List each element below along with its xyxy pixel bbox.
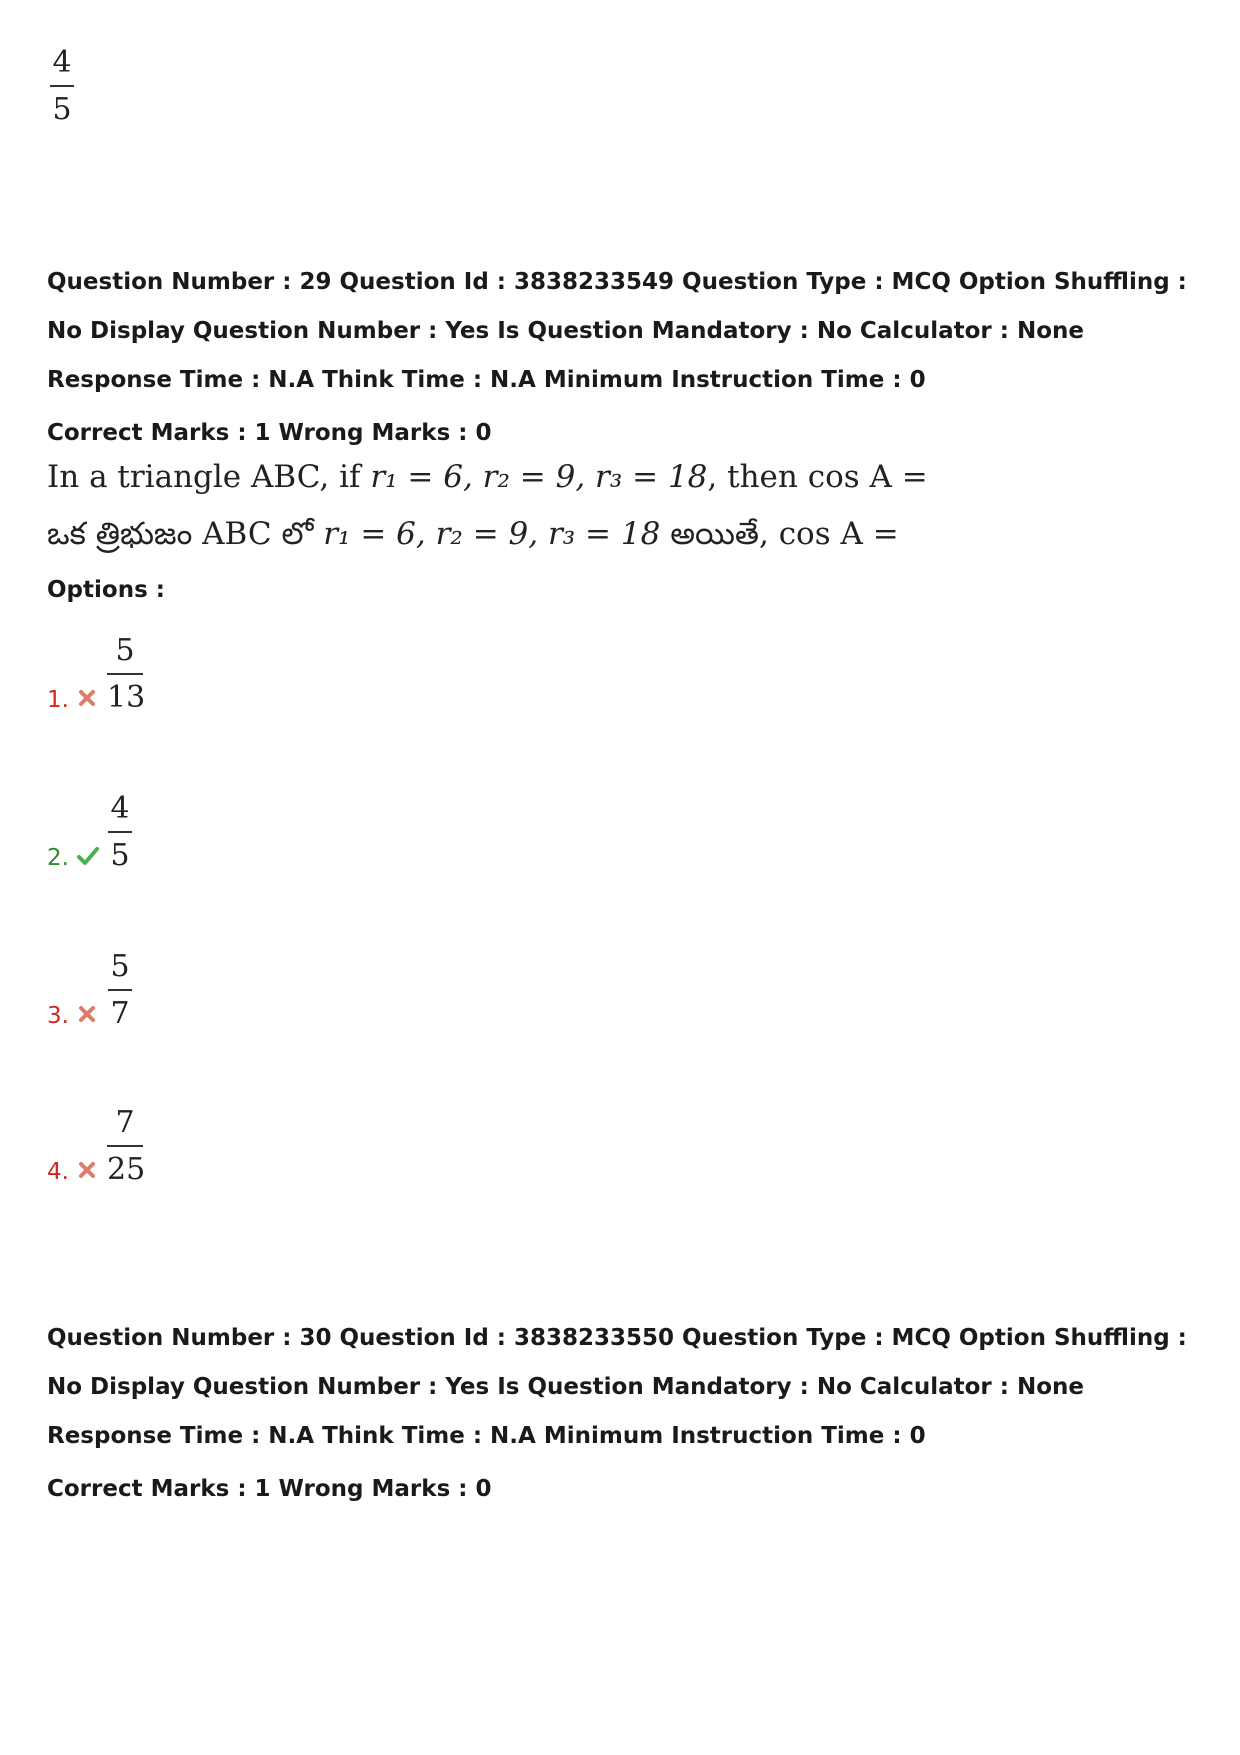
- fraction-bar: [50, 85, 74, 87]
- fraction-numerator: 5: [110, 949, 130, 984]
- question-29-meta: [47, 258, 1207, 405]
- cross-icon: [77, 1160, 97, 1180]
- previous-answer-fraction: [50, 45, 74, 127]
- fraction-denominator: 25: [107, 1152, 146, 1187]
- question-en-suffix: , then cos A =: [707, 459, 928, 495]
- question-text-english: [47, 459, 928, 495]
- question-en-prefix: In a triangle ABC, if: [47, 459, 361, 495]
- question-30-marks: [47, 1476, 491, 1502]
- cross-icon: [77, 1004, 97, 1024]
- fraction-denominator: 7: [110, 996, 130, 1031]
- question-29-marks: [47, 420, 491, 446]
- option-fraction: [108, 949, 132, 1031]
- question-te-suffix: అయితే, cos A =: [670, 516, 899, 552]
- fraction-bar: [107, 1145, 143, 1147]
- fraction-bar: [108, 831, 132, 833]
- question-text-telugu: [47, 516, 899, 559]
- option-number: 1.: [47, 687, 69, 713]
- fraction-bar: [108, 989, 132, 991]
- check-icon: [76, 846, 100, 866]
- option-number: 4.: [47, 1159, 69, 1185]
- fraction-numerator: 5: [115, 633, 135, 668]
- question-meta-text: Question Number : 30 Question Id : 3838233550 Question Type : MCQ Option Shuffling : No Display Question Number : Yes Is Question Mandatory : No Calculator : None Response Time : N.A Think Time : N.A Minimum Instruction Time : 0: [47, 1325, 1187, 1449]
- fraction-denominator: 5: [110, 838, 130, 873]
- option-fraction: [108, 791, 132, 873]
- option-fraction: [107, 633, 146, 715]
- options-label-text: Options :: [47, 577, 165, 603]
- option-number: 3.: [47, 1003, 69, 1029]
- fraction-denominator: 13: [107, 680, 146, 715]
- options-label: [47, 577, 165, 603]
- question-en-condition: r₁ = 6, r₂ = 9, r₃ = 18: [370, 459, 708, 495]
- cross-icon: [77, 688, 97, 708]
- question-30-meta: [47, 1314, 1207, 1461]
- option-fraction: [107, 1105, 146, 1187]
- fraction-numerator: 4: [110, 791, 130, 826]
- option-number: 2.: [47, 845, 69, 871]
- fraction-bar: [107, 673, 143, 675]
- marks-text: Correct Marks : 1 Wrong Marks : 0: [47, 420, 492, 446]
- fraction-numerator: 7: [115, 1105, 135, 1140]
- question-meta-text: Question Number : 29 Question Id : 3838233549 Question Type : MCQ Option Shuffling : No Display Question Number : Yes Is Question Mandatory : No Calculator : None Response Time : N.A Think Time : N.A Minimum Instruction Time : 0: [47, 269, 1187, 393]
- marks-text: Correct Marks : 1 Wrong Marks : 0: [47, 1476, 492, 1502]
- question-te-condition: r₁ = 6, r₂ = 9, r₃ = 18: [323, 516, 661, 552]
- fraction-denominator: 5: [52, 92, 72, 127]
- fraction-numerator: 4: [52, 45, 72, 80]
- question-te-prefix: ఒక త్రిభుజం ABC లో: [47, 516, 314, 552]
